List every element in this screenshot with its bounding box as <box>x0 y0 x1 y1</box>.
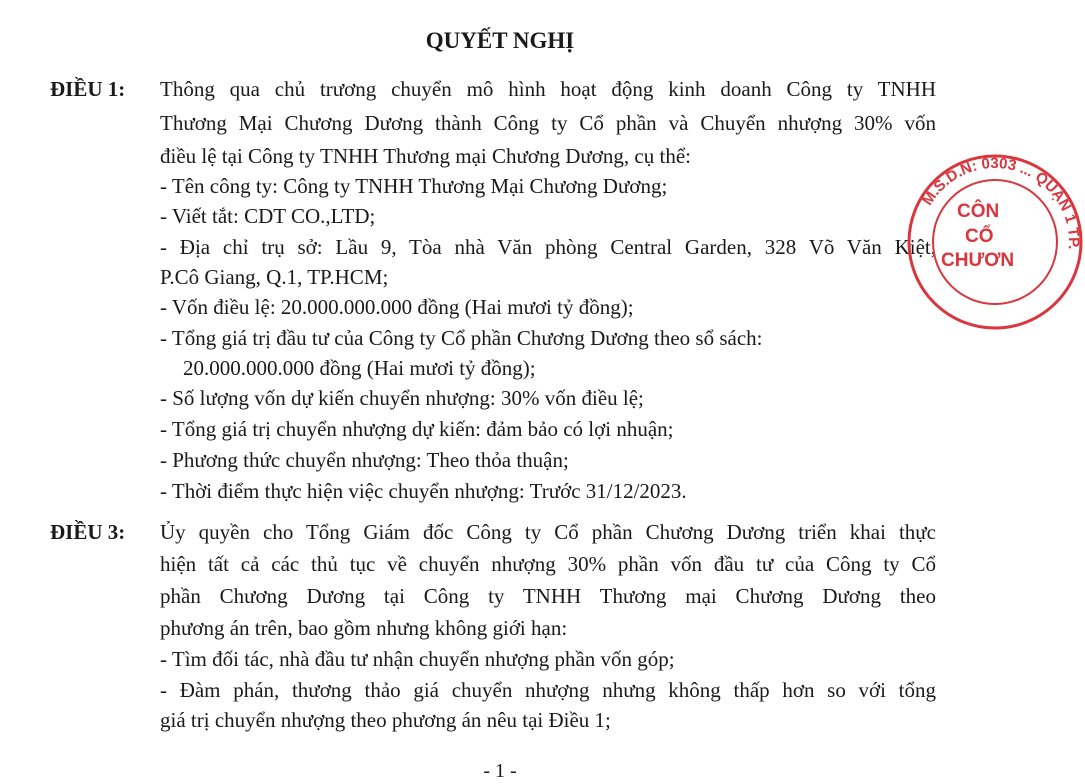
article-1-line: Thương Mại Chương Dương thành Công ty Cổ phần và Chuyển nhượng 30% vốn <box>160 111 936 135</box>
article-3-line: - Đàm phán, thương thảo giá chuyển nhượng nhưng không thấp hơn so với tổng <box>160 678 936 702</box>
seal-inner-text: CHƯƠN <box>941 250 1015 271</box>
article-1-line: - Số lượng vốn dự kiến chuyển nhượng: 30% vốn điều lệ; <box>160 386 644 410</box>
seal-inner-text: CỔ <box>965 226 994 247</box>
article-1-line: - Phương thức chuyển nhượng: Theo thỏa thuận; <box>160 448 569 472</box>
article-3-line: phần Chương Dương tại Công ty TNHH Thương mại Chương Dương theo <box>160 584 936 608</box>
article-3-line: hiện tất cả các thủ tục về chuyển nhượng 30% phần vốn đầu tư của Công ty Cổ <box>160 552 936 576</box>
page-number: - 1 - <box>483 760 517 782</box>
seal-inner-text: CÔN <box>957 201 1000 222</box>
seal-ring-text: M.S.D.N: 0303 ... QUẬN 1 TP. <box>919 154 1083 251</box>
article-1-line: - Tên công ty: Công ty TNHH Thương Mại Chương Dương; <box>160 174 668 198</box>
article-1-line: - Thời điểm thực hiện việc chuyển nhượng: Trước 31/12/2023. <box>160 479 687 503</box>
article-3-line: phương án trên, bao gồm nhưng không giới hạn: <box>160 616 568 640</box>
article-1-line: - Tổng giá trị đầu tư của Công ty Cổ phần Chương Dương theo sổ sách: <box>160 326 763 350</box>
article-1-line: P.Cô Giang, Q.1, TP.HCM; <box>160 265 389 289</box>
company-seal-stamp <box>905 152 1085 332</box>
article-3-label: ĐIỀU 3: <box>50 520 126 544</box>
document-title: QUYẾT NGHỊ <box>425 28 575 53</box>
article-1-line: - Tổng giá trị chuyển nhượng dự kiến: đảm bảo có lợi nhuận; <box>160 417 674 441</box>
article-1-line: Thông qua chủ trương chuyển mô hình hoạt động kinh doanh Công ty TNHH <box>160 77 936 101</box>
article-1-line: 20.000.000.000 đồng (Hai mươi tỷ đồng); <box>183 356 536 380</box>
article-1-label: ĐIỀU 1: <box>50 77 126 101</box>
article-1-line: điều lệ tại Công ty TNHH Thương mại Chương Dương, cụ thể: <box>160 144 691 168</box>
seal-inner-ring <box>933 180 1057 304</box>
article-1-line: - Viết tắt: CDT CO.,LTD; <box>160 204 376 228</box>
article-3-line: Ủy quyền cho Tổng Giám đốc Công ty Cổ phần Chương Dương triển khai thực <box>160 520 936 544</box>
article-3-line: - Tìm đối tác, nhà đầu tư nhận chuyển nhượng phần vốn góp; <box>160 647 675 671</box>
article-3-line: giá trị chuyển nhượng theo phương án nêu tại Điều 1; <box>160 708 611 732</box>
article-1-line: - Vốn điều lệ: 20.000.000.000 đồng (Hai mươi tỷ đồng); <box>160 295 634 319</box>
article-1-line: - Địa chỉ trụ sở: Lầu 9, Tòa nhà Văn phòng Central Garden, 328 Võ Văn Kiệt, <box>160 235 936 259</box>
